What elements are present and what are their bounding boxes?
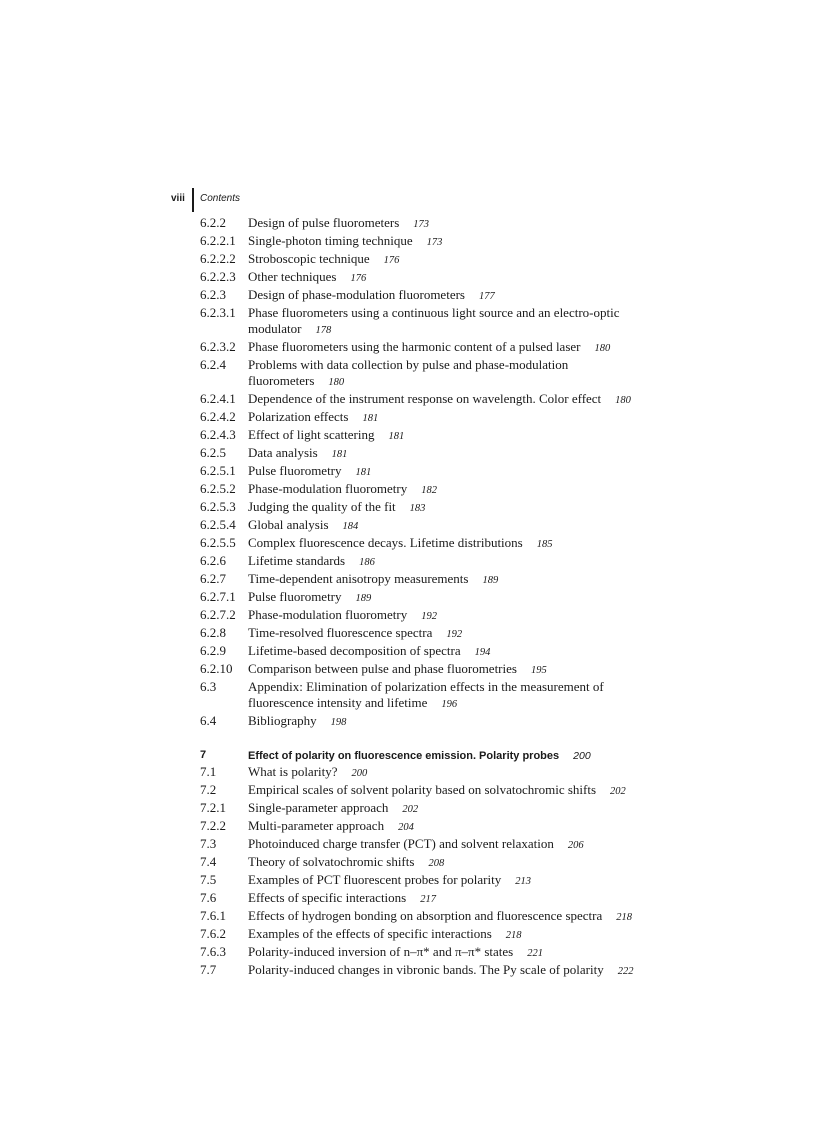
page-number: 221 (527, 948, 543, 959)
section-title: Problems with data collection by pulse and phase-modulation fluorometers (248, 357, 569, 388)
section-number: 6.2.8 (200, 625, 226, 640)
section-title: Phase fluorometers using a continuous light source and an electro-optic modulator (248, 305, 620, 336)
section-title: Single-parameter approach (248, 800, 389, 815)
section-number: 6.2.5 (200, 445, 226, 460)
section-number: 6.2.10 (200, 661, 233, 676)
page-number: 200 (573, 750, 591, 762)
section-title: Design of phase-modulation fluorometers (248, 287, 465, 302)
section-title: Examples of PCT fluorescent probes for polarity (248, 872, 502, 887)
toc-entry (200, 854, 660, 872)
page-number: 192 (421, 611, 437, 622)
page-number: 189 (355, 593, 372, 604)
section-number: 6.2.7.2 (200, 607, 236, 622)
section-title: Lifetime-based decomposition of spectra (248, 643, 461, 658)
toc-entry (200, 305, 660, 339)
section-title: Polarity-induced inversion of n–π* and π–π* states (248, 944, 514, 959)
page-number: 198 (330, 717, 347, 728)
toc-entry (200, 908, 660, 926)
section-title: Photoinduced charge transfer (PCT) and solvent relaxation (248, 836, 554, 851)
section-title: Judging the quality of the fit (248, 499, 396, 514)
toc-entry (200, 661, 660, 679)
toc-entry (200, 409, 660, 427)
section-number: 7.4 (200, 854, 217, 869)
toc-entry (200, 607, 660, 625)
section-number: 6.2.3.1 (200, 305, 236, 320)
section-number: 6.3 (200, 679, 217, 694)
section-number: 7.6 (200, 890, 217, 905)
toc-entry (200, 836, 660, 854)
page-number: 180 (594, 343, 611, 354)
page-number: 181 (355, 467, 372, 478)
section-title: Single-photon timing technique (248, 233, 413, 248)
section-title: Bibliography (248, 713, 317, 728)
section-title: Effects of hydrogen bonding on absorption and fluorescence spectra (248, 908, 603, 923)
section-title: Lifetime standards (248, 553, 346, 568)
toc-entry (200, 643, 660, 661)
section-number: 6.2.2.3 (200, 269, 236, 284)
toc-entry (200, 553, 660, 571)
toc-entry (200, 233, 660, 251)
section-number: 7.5 (200, 872, 217, 887)
section-number: 7.2.2 (200, 818, 226, 833)
section-title: Pulse fluorometry (248, 463, 342, 478)
table-of-contents (200, 215, 660, 980)
section-number: 6.2.4.3 (200, 427, 236, 442)
page-folio: viii (171, 193, 185, 204)
toc-entry (200, 818, 660, 836)
section-number: 7.6.1 (200, 908, 226, 923)
section-title: Dependence of the instrument response on wavelength. Color effect (248, 391, 602, 406)
section-number: 7.6.2 (200, 926, 226, 941)
page-number: 194 (474, 647, 491, 658)
section-title: Phase-modulation fluorometry (248, 481, 408, 496)
section-title: Comparison between pulse and phase fluorometries (248, 661, 517, 676)
header-rule (192, 188, 194, 212)
page-number: 196 (441, 699, 458, 710)
page-number: 178 (315, 325, 332, 336)
page-number: 177 (478, 291, 495, 302)
page-number: 184 (342, 521, 359, 532)
toc-entry (200, 517, 660, 535)
section-number: 7.1 (200, 764, 217, 779)
section-number: 6.4 (200, 713, 217, 728)
page-number: 200 (351, 768, 368, 779)
page-number: 181 (362, 413, 379, 424)
page-number: 182 (421, 485, 437, 496)
section-number: 6.2.4.1 (200, 391, 236, 406)
page-number: 181 (331, 449, 348, 460)
page-number: 185 (536, 539, 553, 550)
toc-entry (200, 269, 660, 287)
section-title: Design of pulse fluorometers (248, 215, 400, 230)
toc-entry (200, 713, 660, 731)
section-number: 6.2.5.5 (200, 535, 236, 550)
section-number: 6.2.7 (200, 571, 226, 586)
chapter-gap (200, 731, 660, 747)
toc-entry (200, 499, 660, 517)
section-title: Other techniques (248, 269, 337, 284)
toc-entry (200, 926, 660, 944)
section-title: Appendix: Elimination of polarization effects in the measurement of fluorescence intensity and lifetime (248, 679, 604, 710)
page-number: 181 (388, 431, 405, 442)
section-number: 7.7 (200, 962, 217, 977)
toc-entry (200, 535, 660, 553)
section-number: 7.6.3 (200, 944, 226, 959)
toc-entry (200, 872, 660, 890)
section-title: Time-dependent anisotropy measurements (248, 571, 469, 586)
toc-entry (200, 800, 660, 818)
section-number: 6.2.4 (200, 357, 226, 372)
section-number: 6.2.9 (200, 643, 226, 658)
page-number: 222 (617, 966, 634, 977)
section-number: 6.2.5.3 (200, 499, 236, 514)
section-title: Pulse fluorometry (248, 589, 342, 604)
section-title: Phase fluorometers using the harmonic content of a pulsed laser (248, 339, 581, 354)
toc-entry (200, 287, 660, 305)
toc-entry (200, 391, 660, 409)
page-number: 189 (482, 575, 499, 586)
page-number: 180 (615, 395, 631, 406)
section-title: Stroboscopic technique (248, 251, 370, 266)
section-title: Empirical scales of solvent polarity based on solvatochromic shifts (248, 782, 597, 797)
section-number: 6.2.2.1 (200, 233, 236, 248)
toc-entry (200, 339, 660, 357)
page-number: 173 (426, 237, 443, 248)
toc-entry (200, 944, 660, 962)
page-number: 208 (428, 858, 445, 869)
section-number: 6.2.5.1 (200, 463, 236, 478)
chapter-title: Effect of polarity on fluorescence emission. Polarity probes (248, 750, 560, 762)
page-number: 218 (505, 930, 522, 941)
toc-entry (200, 962, 660, 980)
section-number: 6.2.2.2 (200, 251, 236, 266)
toc-entry (200, 782, 660, 800)
section-number: 6.2.2 (200, 215, 226, 230)
toc-entry (200, 357, 660, 391)
toc-entry (200, 589, 660, 607)
toc-entry (200, 890, 660, 908)
section-title: Multi-parameter approach (248, 818, 385, 833)
page-number: 202 (402, 804, 419, 815)
section-number: 6.2.7.1 (200, 589, 236, 604)
page-number: 180 (328, 377, 345, 388)
toc-chapter-heading (200, 747, 660, 764)
toc-entry (200, 427, 660, 445)
section-title: Effect of light scattering (248, 427, 375, 442)
section-title: Polarity-induced changes in vibronic bands. The Py scale of polarity (248, 962, 604, 977)
section-title: Theory of solvatochromic shifts (248, 854, 415, 869)
page-number: 202 (610, 786, 626, 797)
section-number: 6.2.3 (200, 287, 226, 302)
section-number: 7.2.1 (200, 800, 226, 815)
toc-entry (200, 679, 660, 713)
section-number: 6.2.4.2 (200, 409, 236, 424)
section-title: Time-resolved fluorescence spectra (248, 625, 433, 640)
page-number: 213 (515, 876, 531, 887)
page-number: 186 (359, 557, 375, 568)
page-number: 173 (413, 219, 430, 230)
section-title: Polarization effects (248, 409, 349, 424)
page-number: 183 (409, 503, 426, 514)
page-number: 176 (350, 273, 367, 284)
toc-entry (200, 445, 660, 463)
page-number: 195 (530, 665, 547, 676)
toc-entry (200, 463, 660, 481)
toc-entry (200, 215, 660, 233)
section-title: Phase-modulation fluorometry (248, 607, 408, 622)
section-number: 6.2.5.2 (200, 481, 236, 496)
section-number: 6.2.3.2 (200, 339, 236, 354)
section-title: Effects of specific interactions (248, 890, 407, 905)
page-number: 204 (398, 822, 414, 833)
toc-entry (200, 251, 660, 269)
section-title: Data analysis (248, 445, 318, 460)
section-number: 7.3 (200, 836, 217, 851)
page-number: 176 (383, 255, 400, 266)
page-number: 206 (567, 840, 584, 851)
section-number: 7.2 (200, 782, 217, 797)
toc-entry (200, 625, 660, 643)
chapter-number: 7 (200, 749, 207, 761)
toc-entry (200, 481, 660, 499)
section-title: What is polarity? (248, 764, 338, 779)
page-number: 217 (420, 894, 436, 905)
section-title: Complex fluorescence decays. Lifetime distributions (248, 535, 523, 550)
page-number: 218 (616, 912, 633, 923)
section-number: 6.2.5.4 (200, 517, 236, 532)
page-number: 192 (446, 629, 463, 640)
running-head: Contents (200, 193, 241, 204)
section-title: Global analysis (248, 517, 329, 532)
section-number: 6.2.6 (200, 553, 226, 568)
toc-entry (200, 571, 660, 589)
section-title: Examples of the effects of specific interactions (248, 926, 492, 941)
toc-entry (200, 764, 660, 782)
